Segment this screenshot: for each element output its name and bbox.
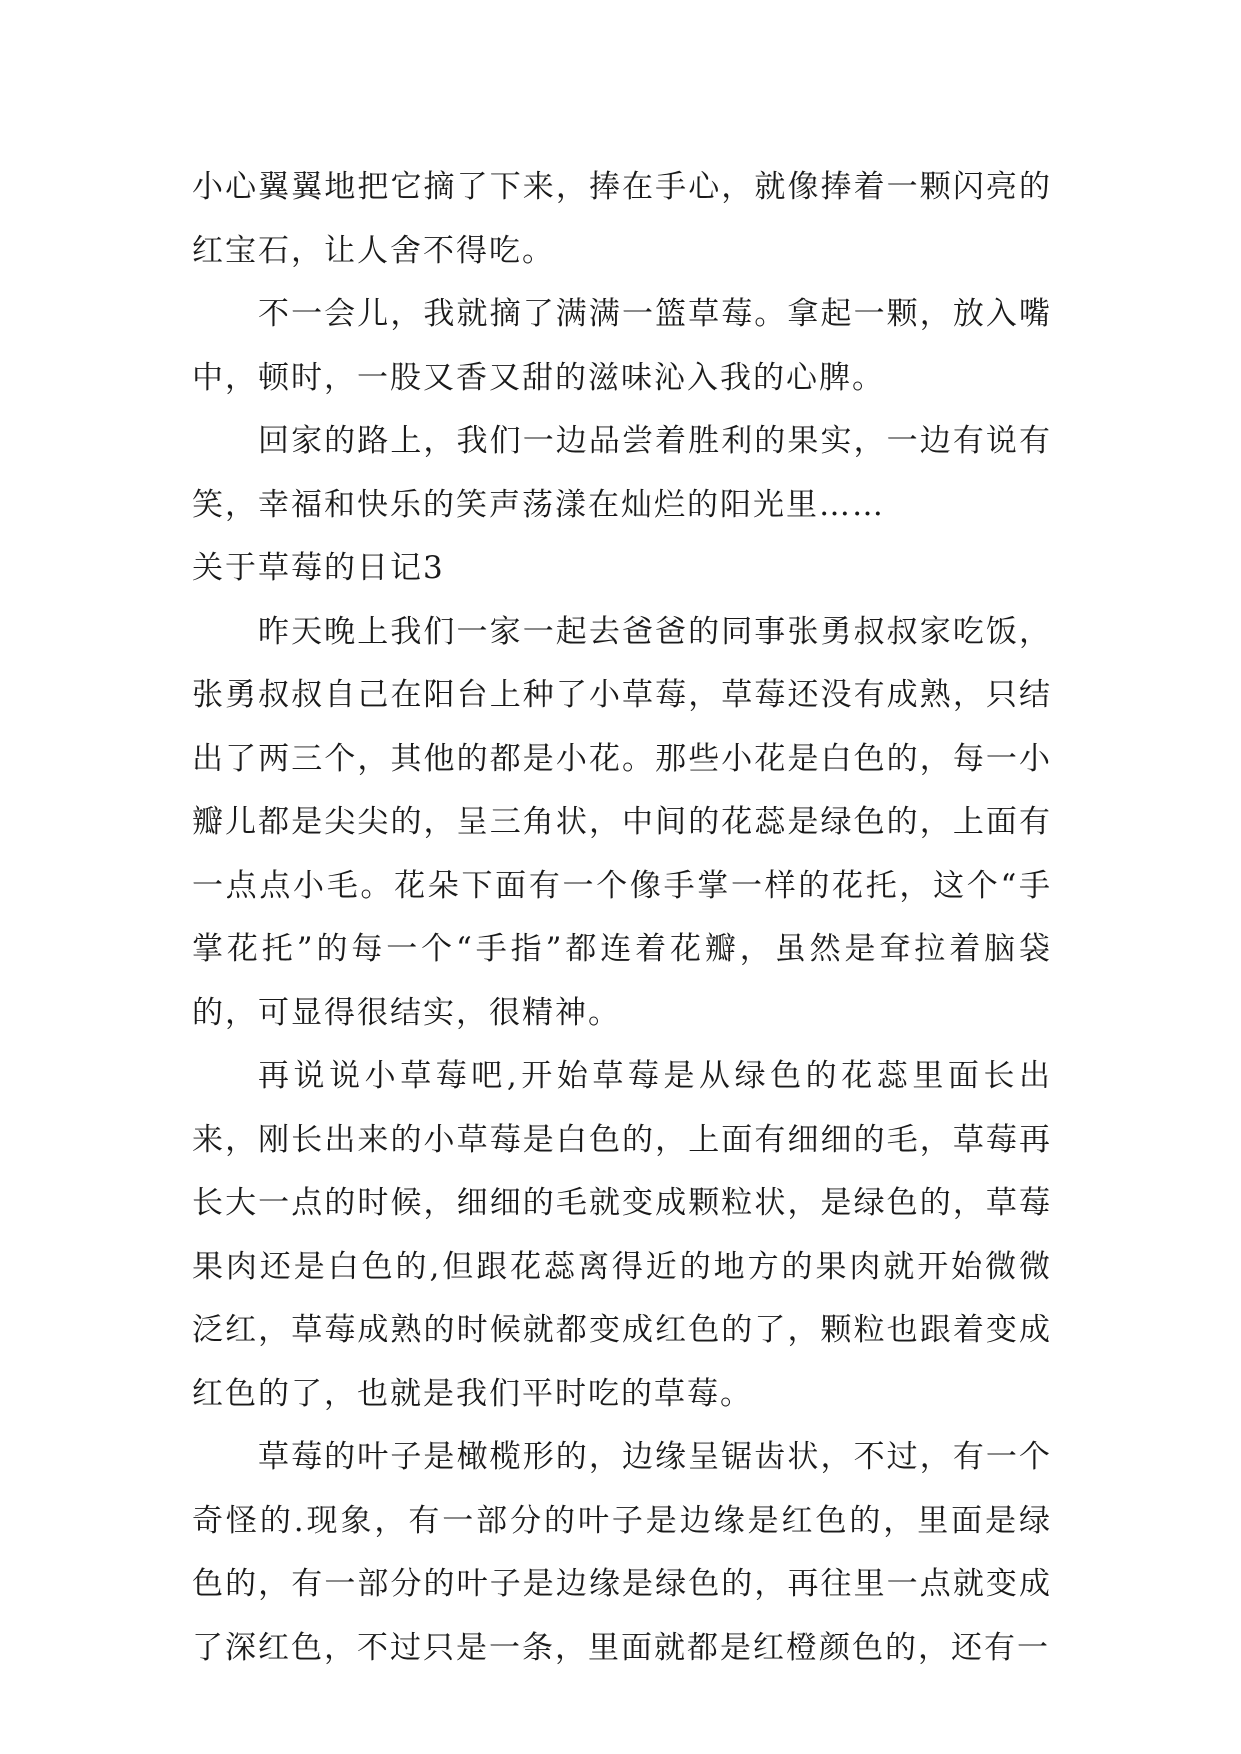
- paragraph: 昨天晚上我们一家一起去爸爸的同事张勇叔叔家吃饭，张勇叔叔自己在阳台上种了小草莓，草莓还没有成熟，只结出了两三个，其他的都是小花。那些小花是白色的，每一小瓣儿都是尖尖的，呈三角状，中间的花蕊是绿色的，上面有一点点小毛。花朵下面有一个像手掌一样的花托，这个“手掌花托”的每一个“手指”都连着花瓣，虽然是耷拉着脑袋的，可显得很结实，很精神。: [192, 613, 1052, 1031]
- section-heading: 关于草莓的日记3: [192, 550, 445, 586]
- paragraph: 不一会儿，我就摘了满满一篮草莓。拿起一颗，放入嘴中，顿时，一股又香又甜的滋味沁入我的心脾。: [192, 296, 1052, 396]
- document-body: [192, 156, 1052, 1680]
- paragraph: 草莓的叶子是橄榄形的，边缘呈锯齿状，不过，有一个奇怪的.现象，有一部分的叶子是边缘是红色的，里面是绿色的，有一部分的叶子是边缘是绿色的，再往里一点就变成了深红色，不过只是一条，里面就都是红橙颜色的，还有一: [192, 1439, 1052, 1666]
- paragraph: 再说说小草莓吧,开始草莓是从绿色的花蕊里面长出来，刚长出来的小草莓是白色的，上面有细细的毛，草莓再长大一点的时候，细细的毛就变成颗粒状，是绿色的，草莓果肉还是白色的,但跟花蕊离得近的地方的果肉就开始微微泛红，草莓成熟的时候就都变成红色的了，颗粒也跟着变成红色的了，也就是我们平时吃的草莓。: [192, 1058, 1052, 1412]
- paragraph: 回家的路上，我们一边品尝着胜利的果实，一边有说有笑，幸福和快乐的笑声荡漾在灿烂的阳光里……: [192, 423, 1052, 523]
- paragraph-continued: 小心翼翼地把它摘了下来，捧在手心，就像捧着一颗闪亮的红宝石，让人舍不得吃。: [192, 169, 1052, 269]
